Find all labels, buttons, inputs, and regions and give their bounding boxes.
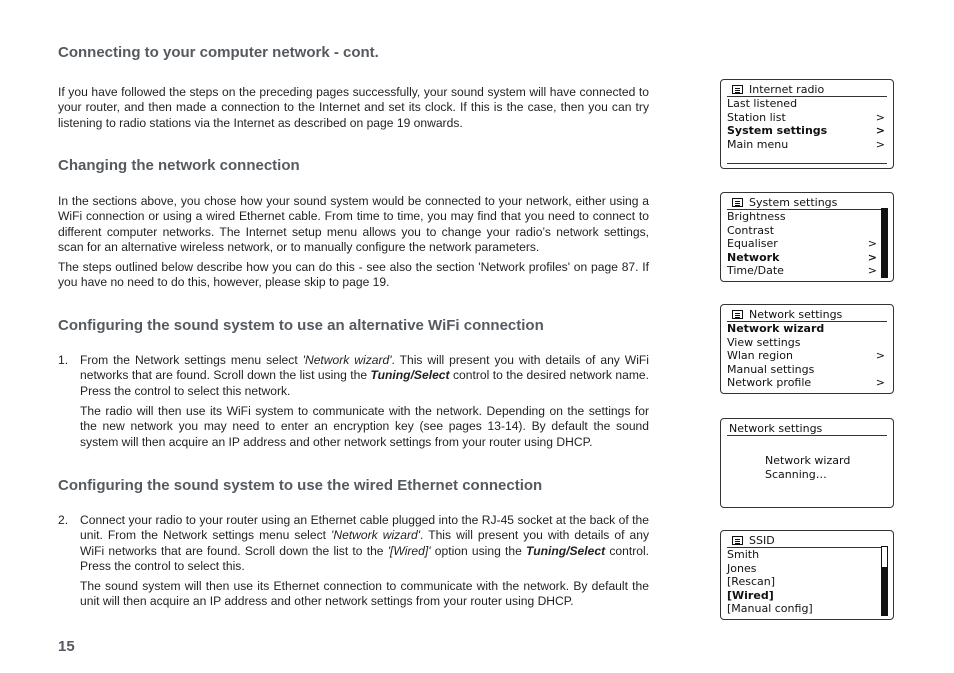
display-divider [727,163,887,164]
scanning-line-1: Network wizard [765,454,851,467]
step-number: 1. [58,353,69,367]
menu-item-network-profile: Network profile > [727,376,885,389]
menu-item-network: Network > [727,250,877,264]
menu-item-network-wizard: Network wizard [727,322,825,335]
ssid-item-smith: Smith [727,548,760,561]
scrollbar-thumb [882,209,887,277]
step2-paragraph: Connect your radio to your router using an Ethernet cable plugged into the RJ-45 socket at the back of the unit. From the Network settings menu select 'Network wizard'. This will present you with details of any WiFi networks that are found. Scroll down the list to the '[Wired]' option using the Tuning/Select control. Press the control to select this. [80,513,649,573]
display-title: Network settings [729,421,823,435]
section-heading-wifi: Configuring the sound system to use an alternative WiFi connection [58,317,544,334]
display-ssid [720,530,894,620]
step-number: 2. [58,513,69,527]
menu-item-brightness: Brightness [727,210,786,223]
scrollbar-thumb [882,567,887,615]
display-title-bar [727,307,887,322]
display-internet-radio [720,79,894,169]
display-title-bar [727,533,887,548]
menu-item-view-settings: View settings [727,335,801,349]
menu-list-icon [732,198,743,207]
display-network-settings [720,304,894,394]
intro-paragraph: If you have followed the steps on the preceding pages successfully, your sound system will have connected to your router, and then made a connection to the Internet and set its clock. If this is the case, then you can try listening to radio stations via the Internet as described on page 19 onwards. [58,85,649,130]
menu-item-last-listened: Last listened [727,97,798,110]
menu-item-time-date: Time/Date > [727,264,877,277]
scrollbar [881,208,888,278]
menu-item-contrast: Contrast [727,223,775,237]
display-scanning [720,418,894,508]
display-title-bar [727,421,887,436]
menu-item-manual-settings: Manual settings [727,362,815,376]
ssid-item-manual-config: [Manual config] [727,602,813,615]
scanning-message [765,454,850,482]
page-number: 15 [58,638,75,655]
step1-paragraph: From the Network settings menu select 'Network wizard'. This will present you with details of any WiFi networks that are found. Scroll down the list using the Tuning/Select control to the desired network name. Press the control to select this network. [80,353,649,398]
menu-item-station-list: Station list > [727,110,885,124]
display-title: SSID [749,533,775,547]
display-title: Network settings [749,307,843,321]
ssid-item-rescan: [Rescan] [727,575,775,588]
menu-item-system-settings: System settings > [727,124,885,137]
menu-item-equaliser: Equaliser > [727,237,877,250]
ssid-item-wired: [Wired] [727,588,774,602]
scrollbar [881,546,888,616]
display-system-settings [720,192,894,282]
scanning-line-2: Scanning… [765,468,827,481]
menu-item-main-menu: Main menu > [727,137,885,151]
steps-paragraph: The steps outlined below describe how you can do this - see also the section 'Network profiles' on page 87. If you have no need to do this, however, please skip to page 19. [58,260,649,290]
ssid-item-jones: Jones [727,561,757,575]
display-title: System settings [749,195,838,209]
display-title-bar [727,82,887,97]
page-heading: Connecting to your computer network - cont. [58,44,379,61]
step1-followup-paragraph: The radio will then use its WiFi system to communicate with the network. Depending on the settings for the new network you may need to enter an encryption key (see pages 13-14). By default the sound system will then acquire an IP address and other network settings from your router using DHCP. [80,404,649,449]
display-title: Internet radio [749,82,825,96]
menu-list-icon [732,310,743,319]
change-network-paragraph: In the sections above, you chose how your sound system would be connected to your network, either using a WiFi connection or using a wired Ethernet cable. From time to time, you may find that you need to connect to different computer networks. The Internet setup menu allows you to change your radio’s network settings, scan for an alternative wireless network, or to manually configure the network parameters. [58,194,649,254]
menu-list-icon [732,536,743,545]
display-title-bar [727,195,887,210]
menu-item-wlan-region: Wlan region > [727,349,885,362]
menu-list-icon [732,85,743,94]
step2-followup-paragraph: The sound system will then use its Ethernet connection to communicate with the network. By default the unit will then acquire an IP address and other network settings from your router using DHCP. [80,579,649,609]
section-heading-ethernet: Configuring the sound system to use the wired Ethernet connection [58,477,543,494]
section-heading-change-network: Changing the network connection [58,157,300,174]
